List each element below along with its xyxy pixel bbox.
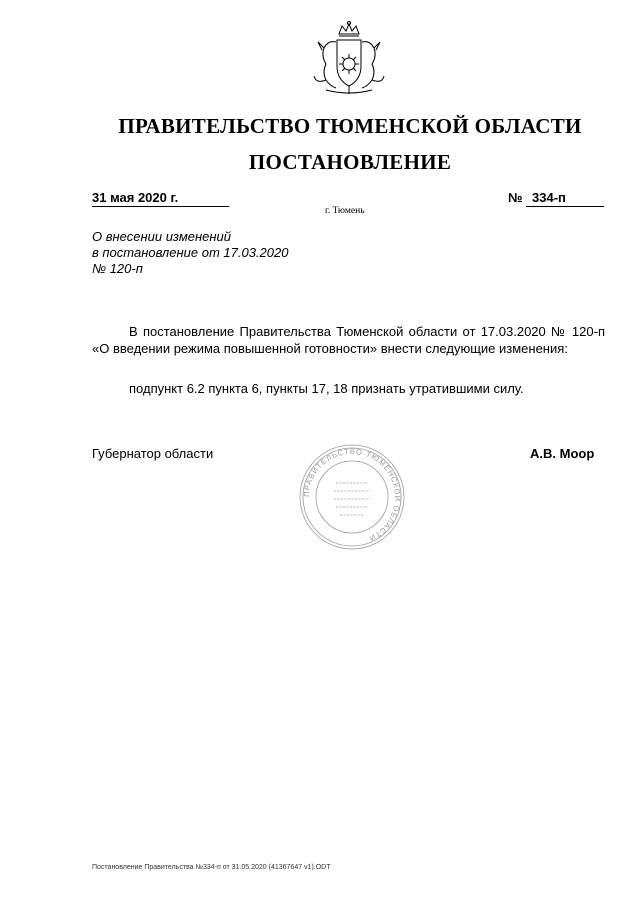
subject-line: в постановление от 17.03.2020 [92, 245, 289, 260]
subject-line: № 120-п [92, 261, 143, 276]
subject-line: О внесении изменений [92, 229, 231, 244]
tyumen-region-coat-of-arms-icon [306, 20, 392, 100]
seal-text: ПРАВИТЕЛЬСТВО ТЮМЕНСКОЙ ОБЛАСТИ [301, 446, 403, 544]
document-city: г. Тюмень [325, 206, 365, 216]
official-seal-stamp-icon [298, 443, 406, 551]
signatory-name: А.В. Моор [530, 446, 595, 461]
government-title: ПРАВИТЕЛЬСТВО ТЮМЕНСКОЙ ОБЛАСТИ [118, 114, 582, 138]
signatory-title: Губернатор области [92, 446, 214, 461]
document-type-title: ПОСТАНОВЛЕНИЕ [248, 150, 452, 174]
document-date-value: 31 мая 2020 г. [92, 190, 179, 205]
document-number-value: 334-п [526, 189, 604, 207]
body-paragraph: В постановление Правительства Тюменской области от 17.03.2020 № 120-п «О введении режима повышенной готовности» внести следующие изменения: [92, 324, 605, 356]
body-item: подпункт 6.2 пункта 6, пункты 17, 18 признать утратившими силу. [129, 381, 524, 396]
number-sign: № [508, 190, 523, 205]
document-subject [92, 229, 288, 277]
document-number [508, 189, 604, 206]
document-date [92, 189, 229, 207]
document-footer: Постановление Правительства №334-п от 31.05.2020 (41367647 v1).ODT [92, 864, 331, 871]
